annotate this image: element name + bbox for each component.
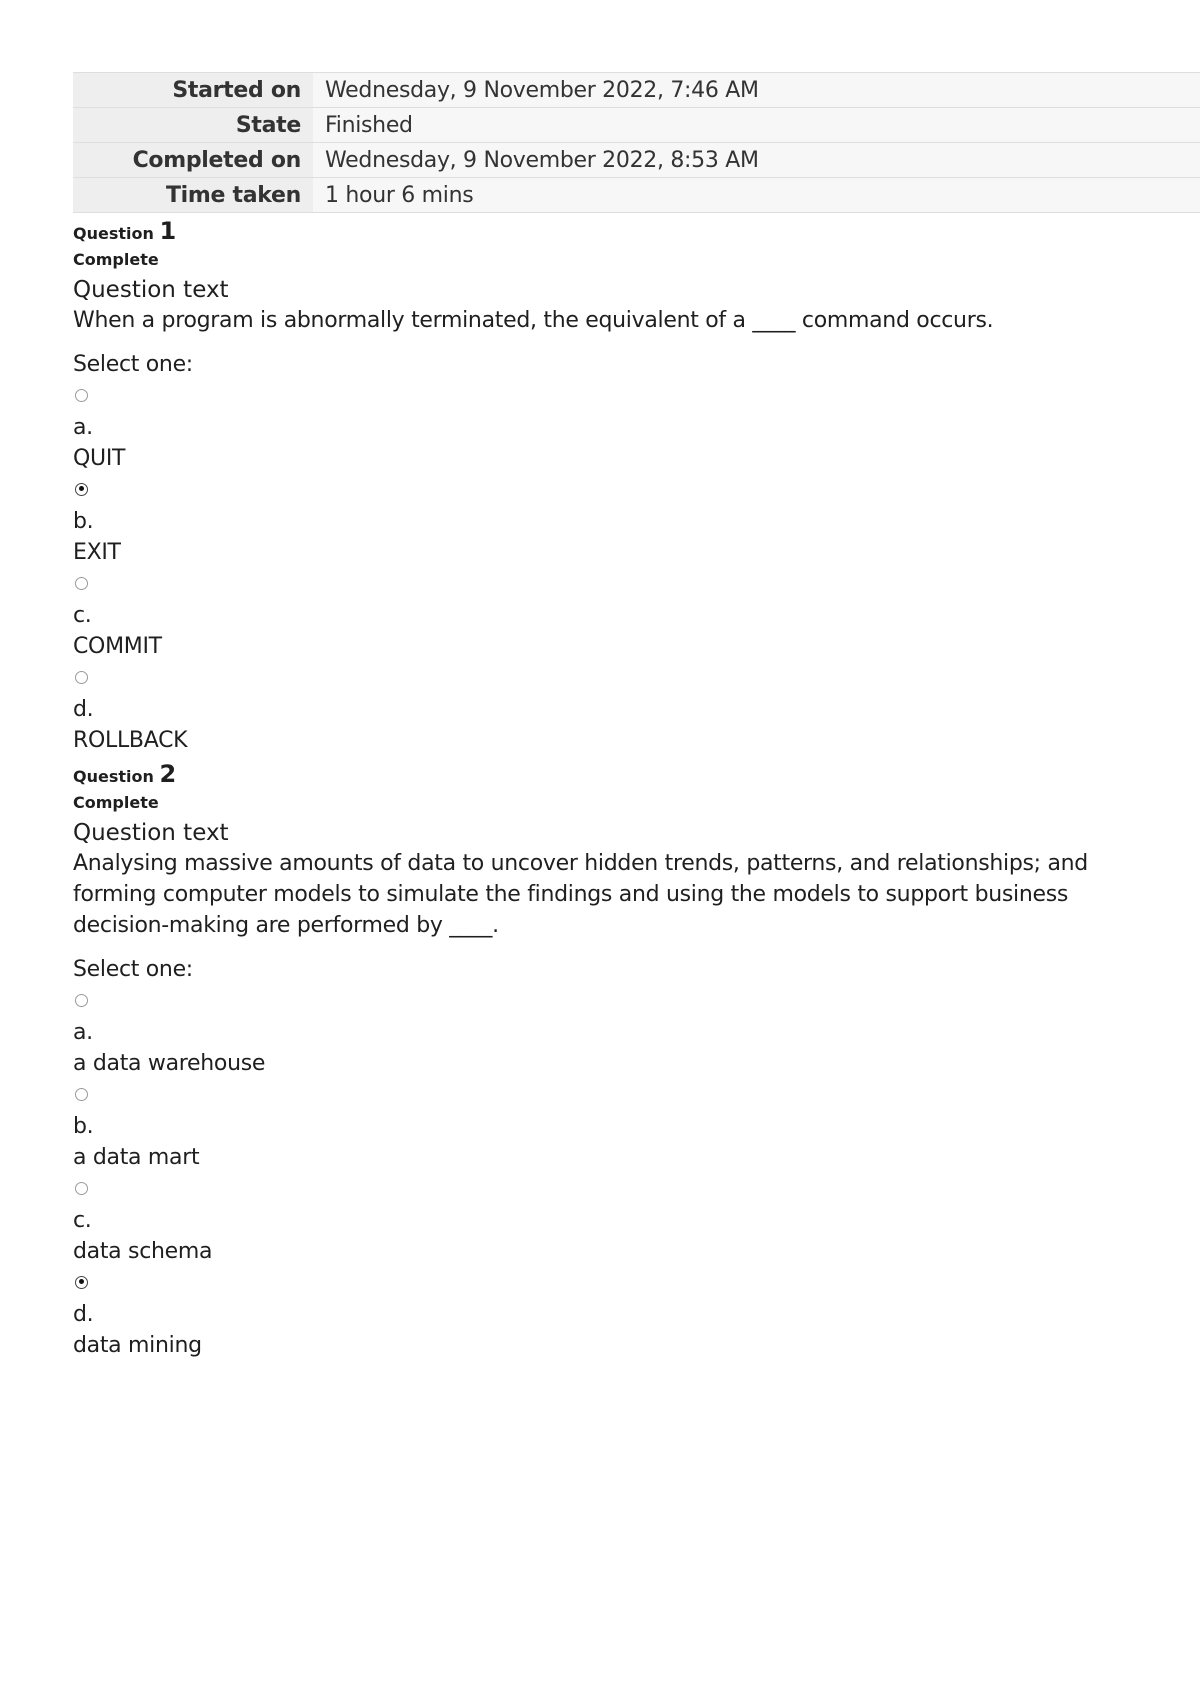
- attempt-summary-table: [73, 72, 1200, 213]
- radio-button[interactable]: [75, 1182, 88, 1195]
- summary-value: Wednesday, 9 November 2022, 8:53 AM: [313, 143, 1200, 178]
- option-letter: c.: [73, 603, 92, 628]
- radio-button[interactable]: [75, 577, 88, 590]
- summary-value: 1 hour 6 mins: [313, 178, 1200, 213]
- option-letter: d.: [73, 1302, 94, 1327]
- question-prefix: Question: [73, 224, 154, 243]
- question-heading: [73, 762, 1200, 790]
- answer-option[interactable]: [73, 474, 1200, 568]
- option-text: data mining: [73, 1333, 202, 1358]
- question-number: 1: [159, 217, 177, 245]
- option-letter: c.: [73, 1208, 92, 1233]
- question-number: 2: [159, 760, 177, 788]
- question-state: Complete: [73, 793, 159, 812]
- answer-option[interactable]: [73, 985, 1200, 1079]
- question-text-label: Question text: [73, 820, 229, 846]
- option-letter: b.: [73, 509, 94, 534]
- answer-option[interactable]: [73, 1267, 1200, 1361]
- radio-button[interactable]: [75, 1088, 88, 1101]
- summary-row-time-taken: [73, 178, 1200, 213]
- option-text: a data warehouse: [73, 1051, 266, 1076]
- option-text: EXIT: [73, 540, 121, 565]
- quiz-review-page: [73, 72, 1200, 1361]
- summary-label: Completed on: [73, 143, 313, 178]
- radio-button-selected[interactable]: [75, 483, 88, 496]
- summary-row-started: [73, 73, 1200, 108]
- option-text: data schema: [73, 1239, 213, 1264]
- option-text: COMMIT: [73, 634, 162, 659]
- question-block-2: [73, 762, 1200, 1361]
- summary-row-state: [73, 108, 1200, 143]
- summary-value: Finished: [313, 108, 1200, 143]
- question-block-1: [73, 219, 1200, 756]
- answer-option[interactable]: [73, 568, 1200, 662]
- radio-button[interactable]: [75, 389, 88, 402]
- summary-value: Wednesday, 9 November 2022, 7:46 AM: [313, 73, 1200, 108]
- summary-label: Time taken: [73, 178, 313, 213]
- select-one-label: Select one:: [73, 352, 193, 377]
- option-letter: d.: [73, 697, 94, 722]
- option-letter: a.: [73, 1020, 93, 1045]
- question-heading: [73, 219, 1200, 247]
- answer-option[interactable]: [73, 1079, 1200, 1173]
- summary-row-completed: [73, 143, 1200, 178]
- question-prefix: Question: [73, 767, 154, 786]
- summary-label: State: [73, 108, 313, 143]
- question-text: When a program is abnormally terminated, the equivalent of a ____ command occurs.: [73, 308, 994, 333]
- option-letter: b.: [73, 1114, 94, 1139]
- answer-option[interactable]: [73, 662, 1200, 756]
- radio-button[interactable]: [75, 994, 88, 1007]
- question-text: Analysing massive amounts of data to uncover hidden trends, patterns, and relationships; and forming computer models to simulate the findings and using the models to support business decision-making are performed by ____.: [73, 851, 1088, 938]
- question-text-label: Question text: [73, 277, 229, 303]
- option-text: QUIT: [73, 446, 126, 471]
- select-one-label: Select one:: [73, 957, 193, 982]
- radio-button[interactable]: [75, 671, 88, 684]
- option-text: ROLLBACK: [73, 728, 188, 753]
- radio-button-selected[interactable]: [75, 1276, 88, 1289]
- option-text: a data mart: [73, 1145, 200, 1170]
- answer-option[interactable]: [73, 1173, 1200, 1267]
- answer-option[interactable]: [73, 380, 1200, 474]
- question-state: Complete: [73, 250, 159, 269]
- summary-label: Started on: [73, 73, 313, 108]
- option-letter: a.: [73, 415, 93, 440]
